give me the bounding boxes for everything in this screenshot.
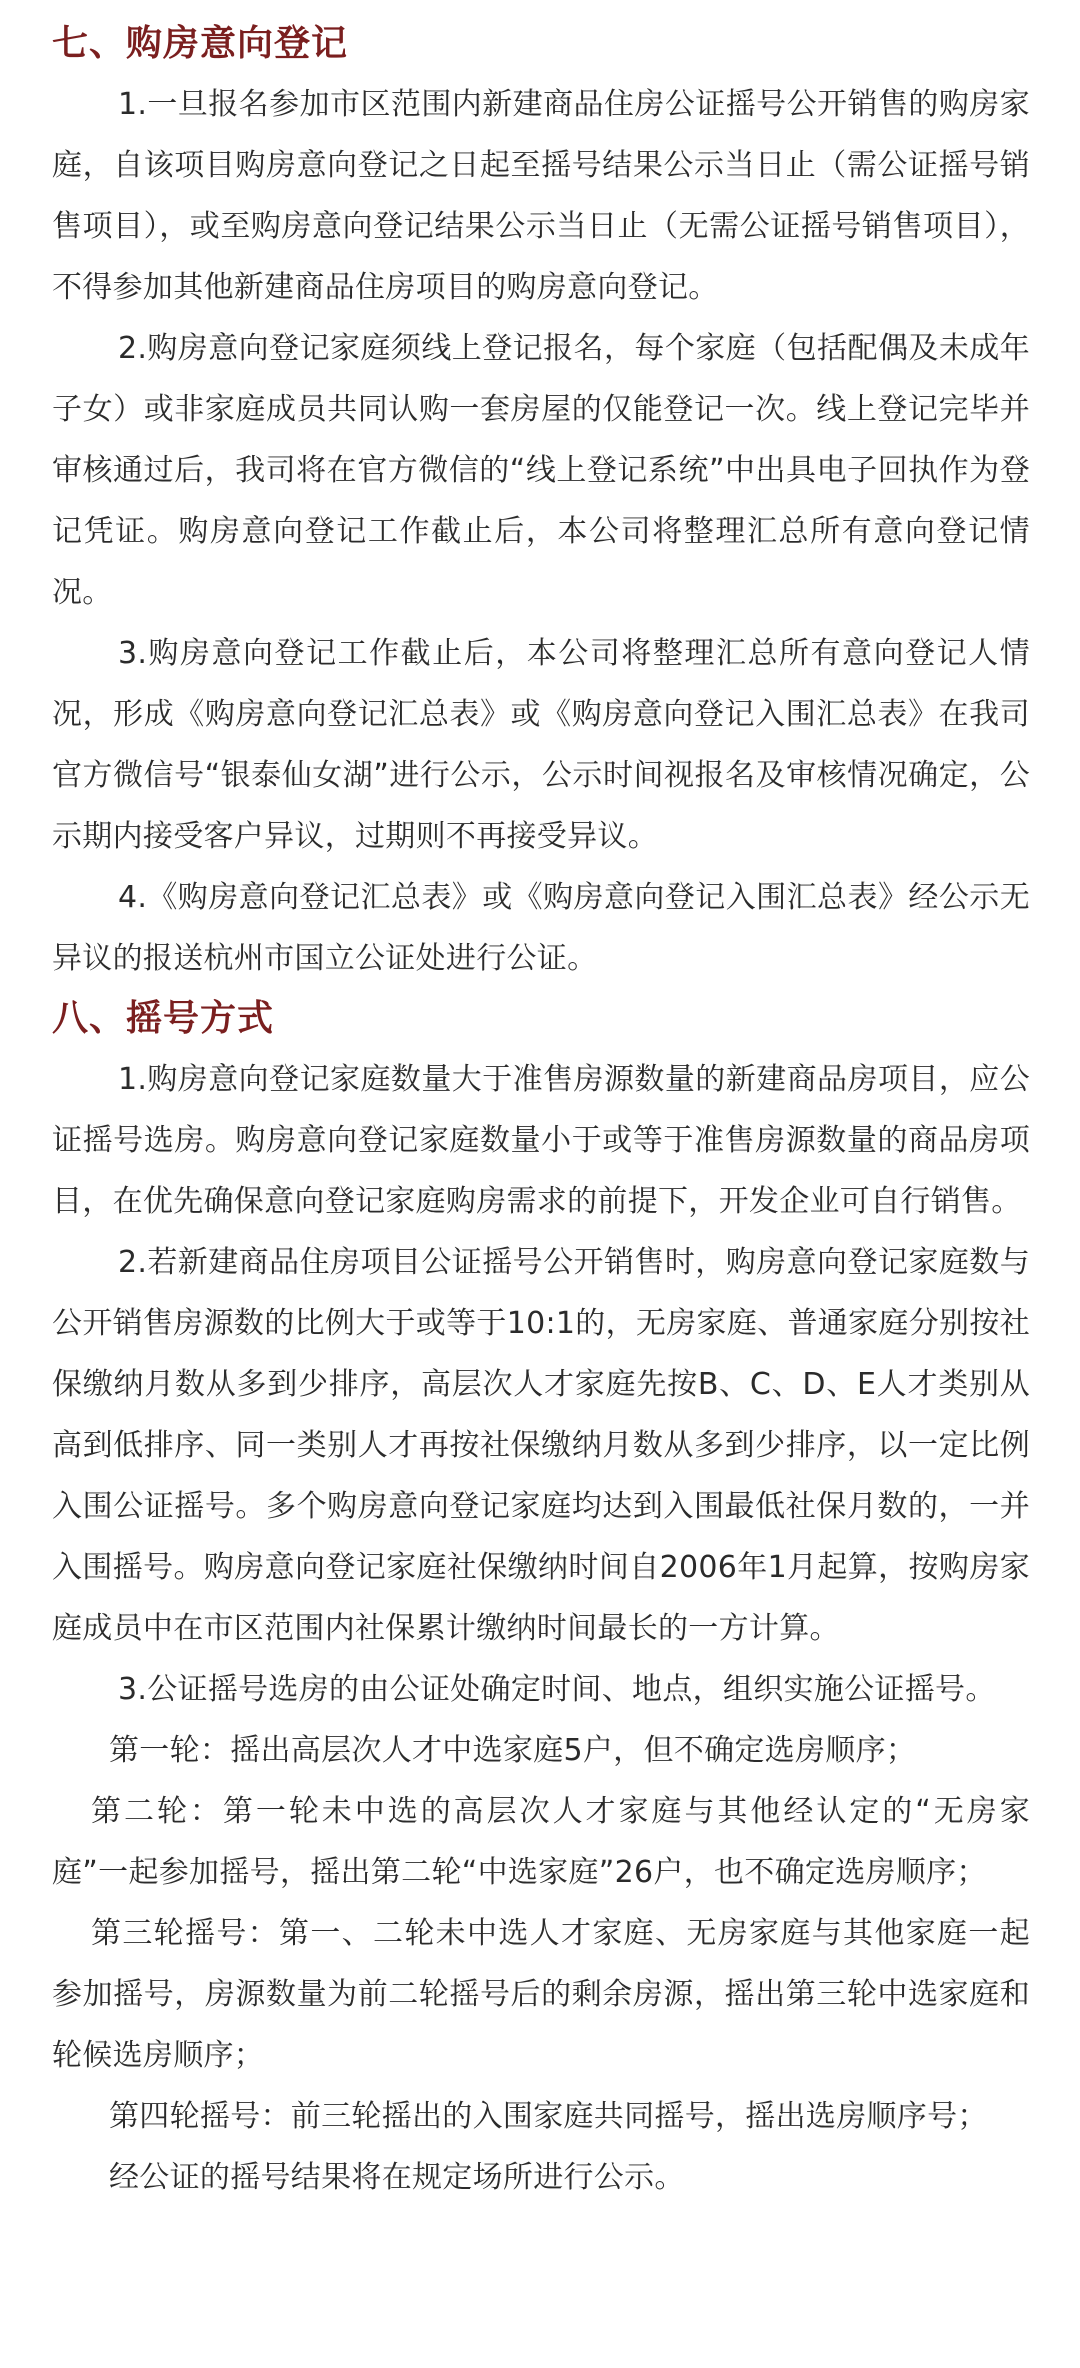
section-7-paragraph-1: 1.一旦报名参加市区范围内新建商品住房公证摇号公开销售的购房家庭，自该项目购房意向登记之日起至摇号结果公示当日止（需公证摇号销售项目），或至购房意向登记结果公示当日止（无需公证摇号销售项目），不得参加其他新建商品住房项目的购房意向登记。 xyxy=(52,87,1030,305)
closing-text: 经公证的摇号结果将在规定场所进行公示。 xyxy=(109,2160,685,2195)
section-8-title: 八、摇号方式 xyxy=(52,998,275,1039)
round-1-text: 第一轮：摇出高层次人才中选家庭5户，但不确定选房顺序； xyxy=(109,1733,917,1768)
section-8-paragraph-3: 3.公证摇号选房的由公证处确定时间、地点，组织实施公证摇号。 xyxy=(118,1672,996,1707)
section-8-paragraph-1: 1.购房意向登记家庭数量大于准售房源数量的新建商品房项目，应公证摇号选房。购房意向登记家庭数量小于或等于准售房源数量的商品房项目，在优先确保意向登记家庭购房需求的前提下，开发企业可自行销售。 xyxy=(52,1062,1030,1219)
section-7-title: 七、购房意向登记 xyxy=(52,23,349,64)
section-7-paragraph-4: 4.《购房意向登记汇总表》或《购房意向登记入围汇总表》经公示无异议的报送杭州市国立公证处进行公证。 xyxy=(52,880,1030,976)
section-7-paragraph-2: 2.购房意向登记家庭须线上登记报名，每个家庭（包括配偶及未成年子女）或非家庭成员共同认购一套房屋的仅能登记一次。线上登记完毕并审核通过后，我司将在官方微信的“线上登记系统”中出具电子回执作为登记凭证。购房意向登记工作截止后，本公司将整理汇总所有意向登记情况。 xyxy=(52,331,1030,610)
section-7-paragraph-3: 3.购房意向登记工作截止后，本公司将整理汇总所有意向登记人情况，形成《购房意向登记汇总表》或《购房意向登记入围汇总表》在我司官方微信号“银泰仙女湖”进行公示，公示时间视报名及审核情况确定，公示期内接受客户异议，过期则不再接受异议。 xyxy=(52,636,1030,854)
round-2-text: 第二轮：第一轮未中选的高层次人才家庭与其他经认定的“无房家庭”一起参加摇号，摇出第二轮“中选家庭”26户，也不确定选房顺序； xyxy=(52,1794,1030,1890)
section-8-paragraph-2: 2.若新建商品住房项目公证摇号公开销售时，购房意向登记家庭数与公开销售房源数的比例大于或等于10:1的，无房家庭、普通家庭分别按社保缴纳月数从多到少排序，高层次人才家庭先按B、C、D、E人才类别从高到低排序、同一类别人才再按社保缴纳月数从多到少排序，以一定比例入围公证摇号。多个购房意向登记家庭均达到入围最低社保月数的，一并入围摇号。购房意向登记家庭社保缴纳时间自2006年1月起算，按购房家庭成员中在市区范围内社保累计缴纳时间最长的一方计算。 xyxy=(52,1245,1030,1646)
round-3-text: 第三轮摇号：第一、二轮未中选人才家庭、无房家庭与其他家庭一起参加摇号，房源数量为前二轮摇号后的剩余房源，摇出第三轮中选家庭和轮候选房顺序； xyxy=(52,1916,1030,2073)
round-4-text: 第四轮摇号：前三轮摇出的入围家庭共同摇号，摇出选房顺序号； xyxy=(109,2099,988,2134)
